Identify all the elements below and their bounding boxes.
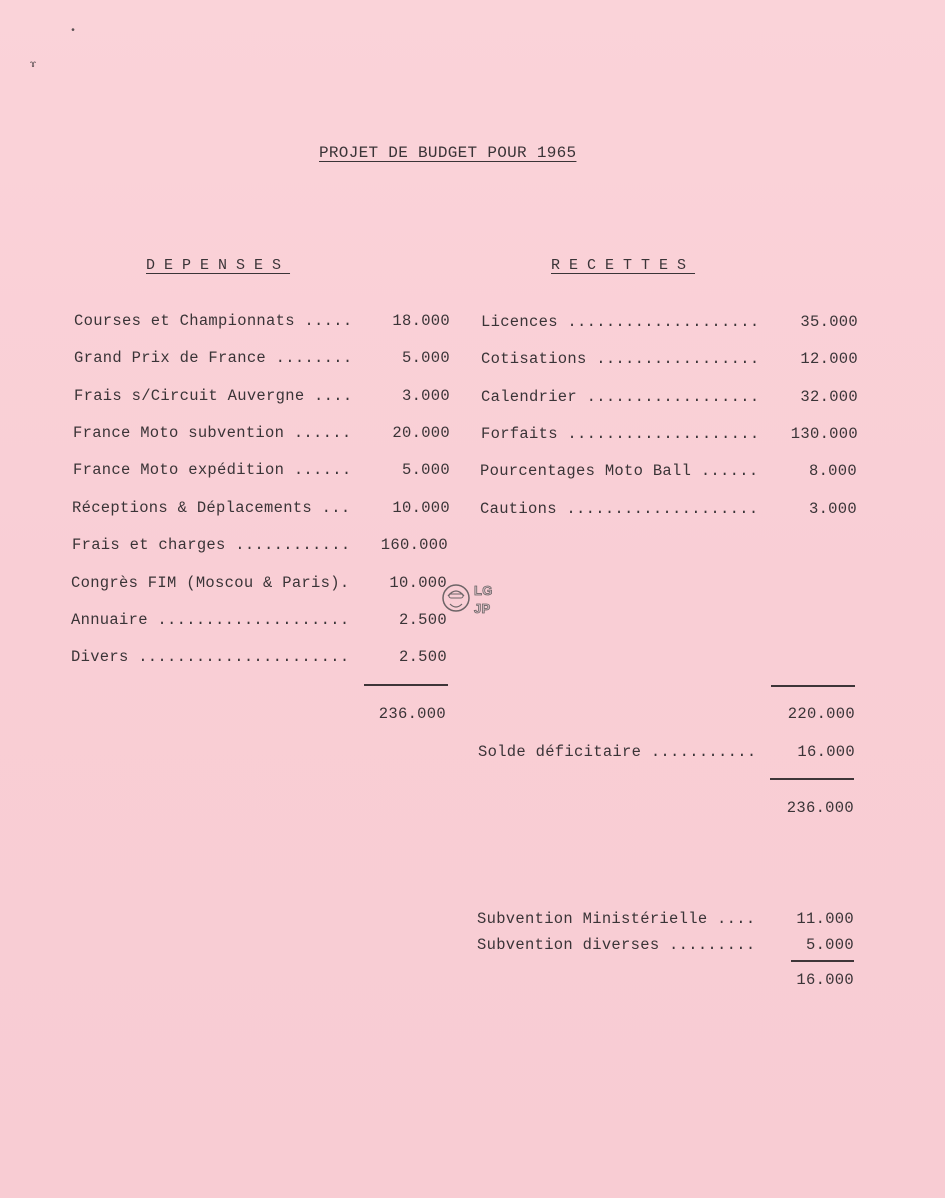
- depense-amount: 160.000: [380, 536, 448, 554]
- recette-label: Cotisations .................: [481, 350, 760, 368]
- recette-amount: 32.000: [800, 388, 858, 406]
- depenses-total: 236.000: [378, 705, 446, 723]
- subvention-amount: 11.000: [796, 910, 854, 928]
- depense-amount: 3.000: [401, 387, 450, 405]
- depense-label: Frais et charges ............: [72, 536, 351, 554]
- depense-label: France Moto subvention ......: [73, 424, 352, 442]
- paper-speck: ɤ: [30, 60, 37, 71]
- recettes-total: 236.000: [786, 799, 854, 817]
- watermark-text-lg: LG: [474, 583, 493, 598]
- subvention-amount: 5.000: [805, 936, 854, 954]
- depense-amount: 10.000: [392, 499, 450, 517]
- depense-label: Annuaire ....................: [71, 611, 350, 629]
- page-title: PROJET DE BUDGET POUR 1965: [319, 144, 577, 162]
- watermark-text-jp: JP: [474, 601, 491, 616]
- subvention-label: Subvention diverses .........: [477, 936, 756, 954]
- recette-label: Forfaits ....................: [481, 425, 760, 443]
- recette-amount: 8.000: [808, 462, 857, 480]
- portrait-glasses-icon: [449, 594, 463, 598]
- depense-label: France Moto expédition ......: [73, 461, 352, 479]
- recette-amount: 35.000: [800, 313, 858, 331]
- depense-label: Frais s/Circuit Auvergne ....: [74, 387, 353, 405]
- depense-label: Réceptions & Déplacements ...: [72, 499, 351, 517]
- recettes-heading: RECETTES: [551, 257, 696, 274]
- recettes-subtotal-rule: [771, 685, 855, 687]
- depense-amount: 5.000: [401, 349, 450, 367]
- depense-amount: 20.000: [392, 424, 450, 442]
- recettes-total-rule: [770, 778, 854, 780]
- portrait-face-icon: [448, 591, 464, 607]
- subventions-total-rule: [791, 960, 854, 962]
- recette-label: Calendrier ..................: [481, 388, 760, 406]
- recette-label: Licences ....................: [481, 313, 760, 331]
- recette-label: Cautions ....................: [480, 500, 759, 518]
- depense-label: Courses et Championnats .....: [74, 312, 353, 330]
- recettes-subtotal: 220.000: [787, 705, 855, 723]
- depense-amount: 2.500: [398, 611, 447, 629]
- depense-label: Divers ......................: [71, 648, 350, 666]
- paper-speck: •: [70, 26, 77, 37]
- depense-amount: 2.500: [398, 648, 447, 666]
- lgjp-watermark-logo: [440, 576, 504, 620]
- recette-amount: 12.000: [800, 350, 858, 368]
- subvention-label: Subvention Ministérielle ....: [477, 910, 756, 928]
- depense-amount: 5.000: [401, 461, 450, 479]
- subventions-total: 16.000: [796, 971, 854, 989]
- depense-amount: 10.000: [389, 574, 447, 592]
- depense-label: Congrès FIM (Moscou & Paris).: [71, 574, 350, 592]
- recette-amount: 3.000: [808, 500, 857, 518]
- solde-deficitaire-label: Solde déficitaire ...........: [478, 743, 757, 761]
- depense-label: Grand Prix de France ........: [74, 349, 353, 367]
- solde-deficitaire-amount: 16.000: [797, 743, 855, 761]
- recette-label: Pourcentages Moto Ball ......: [480, 462, 759, 480]
- depense-amount: 18.000: [392, 312, 450, 330]
- recette-amount: 130.000: [790, 425, 858, 443]
- depenses-heading: DEPENSES: [146, 257, 291, 274]
- depenses-total-rule: [364, 684, 448, 686]
